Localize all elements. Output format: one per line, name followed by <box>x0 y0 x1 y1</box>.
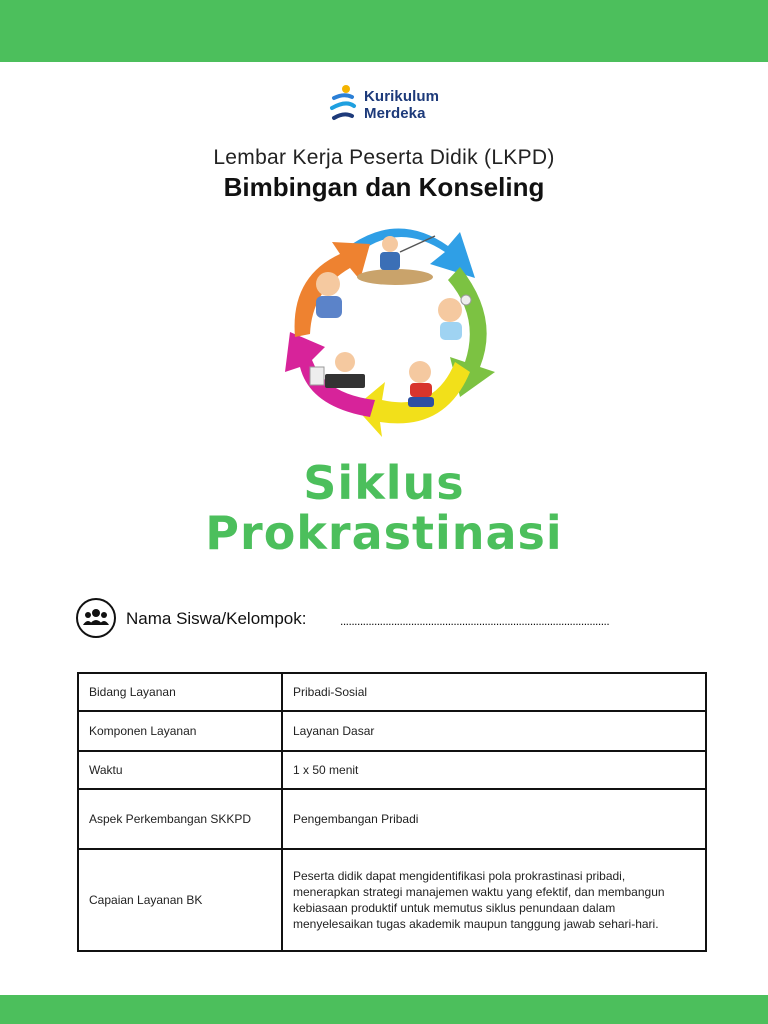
kurikulum-logo-icon <box>328 84 360 124</box>
person-panicking-icon <box>408 361 434 407</box>
main-title-line-2: Prokrastinasi <box>205 506 563 560</box>
main-title <box>0 458 768 558</box>
table-row <box>78 673 706 711</box>
group-icon <box>76 598 116 638</box>
table-row <box>78 711 706 751</box>
row-value: 1 x 50 menit <box>282 751 706 789</box>
name-input-line[interactable]: ............................................................................................... <box>340 614 610 628</box>
student-name-field <box>76 598 696 640</box>
page-title: Bimbingan dan Konseling <box>223 172 545 202</box>
person-thinking-icon <box>438 295 471 340</box>
lkpd-subtitle: Lembar Kerja Peserta Didik (LKPD) <box>213 146 555 169</box>
main-title-line-1: Siklus <box>303 456 465 510</box>
table-row <box>78 849 706 951</box>
row-key: Aspek Perkembangan SKKPD <box>78 789 282 849</box>
bottom-band <box>0 995 768 1024</box>
row-key: Waktu <box>78 751 282 789</box>
table-row <box>78 789 706 849</box>
procrastination-cycle-illustration <box>270 222 510 452</box>
kurikulum-merdeka-logo <box>328 84 458 128</box>
row-value: Layanan Dasar <box>282 711 706 751</box>
table-row <box>78 751 706 789</box>
name-label: Nama Siswa/Kelompok: <box>126 609 307 628</box>
logo-line-2: Merdeka <box>364 105 426 122</box>
row-key: Bidang Layanan <box>78 673 282 711</box>
row-key: Capaian Layanan BK <box>78 849 282 951</box>
person-at-laptop-icon <box>310 352 365 388</box>
row-value: Pengembangan Pribadi <box>282 789 706 849</box>
row-value: Pribadi-Sosial <box>282 673 706 711</box>
row-value: Peserta didik dapat mengidentifikasi pola prokrastinasi pribadi, menerapkan strategi manajemen waktu yang efektif, dan membangun kebiasaan produktif untuk memutus siklus penundaan dalam menyelesaikan tugas akademik maupun tanggung jawab sehari-hari. <box>282 849 706 951</box>
row-key: Komponen Layanan <box>78 711 282 751</box>
top-band <box>0 0 768 62</box>
service-info-table <box>77 672 707 952</box>
logo-line-1: Kurikulum <box>364 88 440 105</box>
